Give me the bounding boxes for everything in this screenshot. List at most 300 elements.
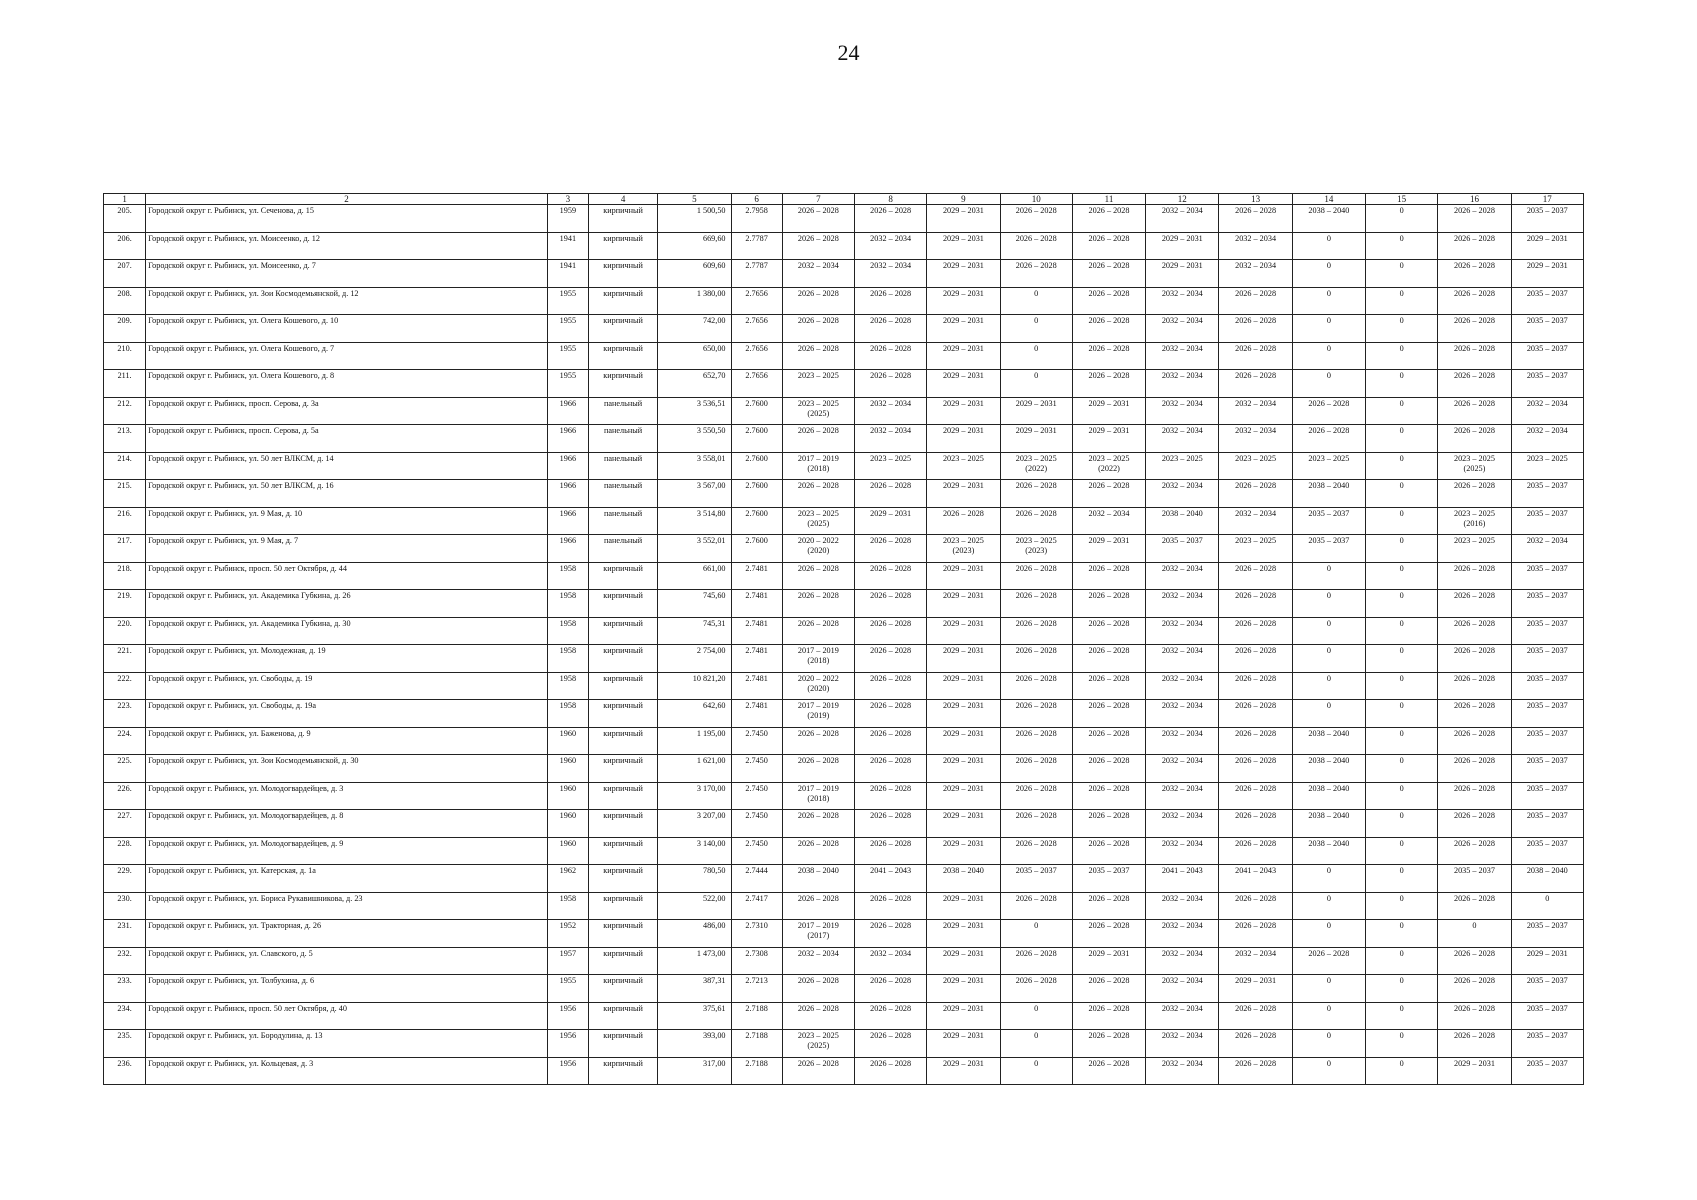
table-row [104, 562, 1584, 590]
cell-col-7: 2032 – 2034 [782, 260, 854, 288]
area-cell: 387,31 [658, 975, 731, 1003]
column-header-16: 16 [1438, 194, 1511, 205]
cell-col-8: 2026 – 2028 [854, 892, 926, 920]
year-built-cell: 1959 [547, 205, 588, 233]
cell-col-17: 2035 – 2037 [1511, 507, 1583, 535]
cell-col-8: 2032 – 2034 [854, 425, 926, 453]
cell-col-7: 2026 – 2028 [782, 232, 854, 260]
year-built-cell: 1966 [547, 452, 588, 480]
index-cell: 2.7444 [731, 865, 782, 893]
area-cell: 650,00 [658, 342, 731, 370]
year-built-cell: 1955 [547, 342, 588, 370]
row-number-cell: 233. [104, 975, 146, 1003]
cell-col-14: 2038 – 2040 [1292, 205, 1365, 233]
row-number-cell: 210. [104, 342, 146, 370]
column-header-2: 2 [146, 194, 548, 205]
cell-col-16: 2026 – 2028 [1438, 645, 1511, 673]
area-cell: 745,31 [658, 617, 731, 645]
cell-col-11: 2029 – 2031 [1072, 397, 1145, 425]
cell-col-8: 2026 – 2028 [854, 480, 926, 508]
cell-col-12: 2032 – 2034 [1146, 645, 1219, 673]
cell-col-13: 2023 – 2025 [1219, 535, 1292, 563]
column-header-17: 17 [1511, 194, 1583, 205]
wall-material-cell: панельный [588, 452, 657, 480]
address-cell: Городской округ г. Рыбинск, ул. Сеченова, д. 15 [146, 205, 548, 233]
cell-col-12: 2032 – 2034 [1146, 370, 1219, 398]
address-cell: Городской округ г. Рыбинск, ул. Молодогвардейцев, д. 8 [146, 810, 548, 838]
row-number-cell: 226. [104, 782, 146, 810]
actual-year: (2016) [1463, 518, 1486, 528]
cell-col-10: 2026 – 2028 [1000, 590, 1072, 618]
cell-col-10: 2026 – 2028 [1000, 205, 1072, 233]
index-cell: 2.7481 [731, 617, 782, 645]
cell-col-8: 2026 – 2028 [854, 590, 926, 618]
cell-col-13: 2026 – 2028 [1219, 562, 1292, 590]
cell-col-12: 2032 – 2034 [1146, 342, 1219, 370]
row-number-cell: 232. [104, 947, 146, 975]
address-cell: Городской округ г. Рыбинск, просп. 50 лет Октября, д. 44 [146, 562, 548, 590]
column-header-13: 13 [1219, 194, 1292, 205]
row-number-cell: 211. [104, 370, 146, 398]
address-cell: Городской округ г. Рыбинск, ул. Олега Кошевого, д. 10 [146, 315, 548, 343]
cell-col-7: 2023 – 2025 [782, 370, 854, 398]
period-range: 2017 – 2019 [797, 453, 839, 463]
cell-col-17: 2029 – 2031 [1511, 232, 1583, 260]
address-cell: Городской округ г. Рыбинск, ул. Молодогвардейцев, д. 9 [146, 837, 548, 865]
wall-material-cell: панельный [588, 507, 657, 535]
area-cell: 375,61 [658, 1002, 731, 1030]
cell-col-11: 2026 – 2028 [1072, 480, 1145, 508]
cell-col-16: 2026 – 2028 [1438, 672, 1511, 700]
cell-col-12: 2032 – 2034 [1146, 1057, 1219, 1085]
cell-col-16: 2026 – 2028 [1438, 425, 1511, 453]
address-cell: Городской округ г. Рыбинск, ул. Свободы, д. 19 [146, 672, 548, 700]
address-cell: Городской округ г. Рыбинск, ул. Молодогвардейцев, д. 3 [146, 782, 548, 810]
cell-col-9: 2029 – 2031 [927, 232, 1000, 260]
table-row [104, 755, 1584, 783]
table-row [104, 370, 1584, 398]
cell-col-16: 2026 – 2028 [1438, 315, 1511, 343]
cell-col-7: 2026 – 2028 [782, 810, 854, 838]
cell-col-13: 2023 – 2025 [1219, 452, 1292, 480]
cell-col-15: 0 [1366, 755, 1438, 783]
cell-col-14: 0 [1292, 590, 1365, 618]
cell-col-7 [782, 535, 854, 563]
cell-col-17: 2035 – 2037 [1511, 562, 1583, 590]
cell-col-10: 2026 – 2028 [1000, 700, 1072, 728]
cell-col-14: 2026 – 2028 [1292, 425, 1365, 453]
address-cell: Городской округ г. Рыбинск, ул. Катерская, д. 1а [146, 865, 548, 893]
cell-col-17: 2032 – 2034 [1511, 535, 1583, 563]
cell-col-11: 2026 – 2028 [1072, 370, 1145, 398]
cell-col-12: 2032 – 2034 [1146, 287, 1219, 315]
cell-col-11: 2026 – 2028 [1072, 232, 1145, 260]
cell-col-8: 2026 – 2028 [854, 1002, 926, 1030]
area-cell: 661,00 [658, 562, 731, 590]
cell-col-14: 2038 – 2040 [1292, 837, 1365, 865]
cell-col-11: 2026 – 2028 [1072, 1030, 1145, 1058]
area-cell: 3 558,01 [658, 452, 731, 480]
index-cell: 2.7450 [731, 727, 782, 755]
cell-col-14: 0 [1292, 342, 1365, 370]
cell-col-15: 0 [1366, 480, 1438, 508]
cell-col-9: 2029 – 2031 [927, 810, 1000, 838]
cell-col-16: 2026 – 2028 [1438, 287, 1511, 315]
year-built-cell: 1956 [547, 1030, 588, 1058]
cell-col-15: 0 [1366, 727, 1438, 755]
cell-col-15: 0 [1366, 1057, 1438, 1085]
row-number-cell: 221. [104, 645, 146, 673]
period-range: 2020 – 2022 [797, 536, 839, 545]
address-cell: Городской округ г. Рыбинск, ул. 50 лет ВЛКСМ, д. 16 [146, 480, 548, 508]
area-cell: 393,00 [658, 1030, 731, 1058]
wall-material-cell: панельный [588, 397, 657, 425]
cell-col-16 [1438, 452, 1511, 480]
cell-col-11: 2026 – 2028 [1072, 920, 1145, 948]
cell-col-10: 0 [1000, 920, 1072, 948]
cell-col-7: 2026 – 2028 [782, 727, 854, 755]
index-cell: 2.7481 [731, 672, 782, 700]
table-row [104, 315, 1584, 343]
cell-col-12: 2032 – 2034 [1146, 975, 1219, 1003]
index-cell: 2.7787 [731, 260, 782, 288]
cell-col-16: 2026 – 2028 [1438, 755, 1511, 783]
cell-col-10: 2026 – 2028 [1000, 892, 1072, 920]
year-built-cell: 1958 [547, 892, 588, 920]
cell-col-15: 0 [1366, 260, 1438, 288]
cell-col-16: 2026 – 2028 [1438, 947, 1511, 975]
cell-col-12: 2032 – 2034 [1146, 947, 1219, 975]
cell-col-10: 0 [1000, 1002, 1072, 1030]
period-range: 2017 – 2019 [797, 646, 839, 655]
index-cell: 2.7656 [731, 315, 782, 343]
cell-col-8: 2041 – 2043 [854, 865, 926, 893]
period-range: 2017 – 2019 [797, 701, 839, 710]
row-number-cell: 220. [104, 617, 146, 645]
cell-col-11: 2032 – 2034 [1072, 507, 1145, 535]
cell-col-12: 2032 – 2034 [1146, 755, 1219, 783]
cell-col-17: 2035 – 2037 [1511, 617, 1583, 645]
column-header-6: 6 [731, 194, 782, 205]
cell-col-13: 2029 – 2031 [1219, 975, 1292, 1003]
cell-col-12: 2029 – 2031 [1146, 232, 1219, 260]
row-number-cell: 218. [104, 562, 146, 590]
cell-col-17: 2023 – 2025 [1511, 452, 1583, 480]
cell-col-10: 2026 – 2028 [1000, 480, 1072, 508]
index-cell: 2.7481 [731, 590, 782, 618]
year-built-cell: 1956 [547, 1002, 588, 1030]
cell-col-16: 2026 – 2028 [1438, 617, 1511, 645]
area-cell: 780,50 [658, 865, 731, 893]
row-number-cell: 231. [104, 920, 146, 948]
index-cell: 2.7656 [731, 370, 782, 398]
cell-col-9: 2029 – 2031 [927, 315, 1000, 343]
column-header-12: 12 [1146, 194, 1219, 205]
year-built-cell: 1966 [547, 397, 588, 425]
cell-col-10: 2026 – 2028 [1000, 260, 1072, 288]
table-row [104, 617, 1584, 645]
cell-col-16: 2026 – 2028 [1438, 810, 1511, 838]
address-cell: Городской округ г. Рыбинск, ул. Академика Губкина, д. 26 [146, 590, 548, 618]
year-built-cell: 1958 [547, 617, 588, 645]
wall-material-cell: кирпичный [588, 947, 657, 975]
cell-col-12: 2032 – 2034 [1146, 700, 1219, 728]
cell-col-9: 2029 – 2031 [927, 672, 1000, 700]
cell-col-7 [782, 782, 854, 810]
wall-material-cell: кирпичный [588, 865, 657, 893]
cell-col-16: 2026 – 2028 [1438, 782, 1511, 810]
cell-col-16: 0 [1438, 920, 1511, 948]
cell-col-16: 2026 – 2028 [1438, 205, 1511, 233]
area-cell: 1 380,00 [658, 287, 731, 315]
cell-col-9 [927, 535, 1000, 563]
table-row [104, 232, 1584, 260]
area-cell: 609,60 [658, 260, 731, 288]
cell-col-7: 2026 – 2028 [782, 755, 854, 783]
area-cell: 486,00 [658, 920, 731, 948]
cell-col-13: 2026 – 2028 [1219, 645, 1292, 673]
cell-col-16: 2026 – 2028 [1438, 975, 1511, 1003]
address-cell: Городской округ г. Рыбинск, просп. 50 лет Октября, д. 40 [146, 1002, 548, 1030]
row-number-cell: 230. [104, 892, 146, 920]
cell-col-15: 0 [1366, 645, 1438, 673]
row-number-cell: 223. [104, 700, 146, 728]
area-cell: 642,60 [658, 700, 731, 728]
cell-col-13: 2041 – 2043 [1219, 865, 1292, 893]
cell-col-9: 2029 – 2031 [927, 837, 1000, 865]
cell-col-12: 2041 – 2043 [1146, 865, 1219, 893]
cell-col-12: 2032 – 2034 [1146, 920, 1219, 948]
year-built-cell: 1958 [547, 562, 588, 590]
cell-col-13: 2026 – 2028 [1219, 1002, 1292, 1030]
cell-col-8: 2026 – 2028 [854, 645, 926, 673]
cell-col-17: 0 [1511, 892, 1583, 920]
row-number-cell: 205. [104, 205, 146, 233]
cell-col-17: 2035 – 2037 [1511, 700, 1583, 728]
cell-col-17: 2035 – 2037 [1511, 370, 1583, 398]
year-built-cell: 1941 [547, 260, 588, 288]
cell-col-10: 2026 – 2028 [1000, 810, 1072, 838]
cell-col-11: 2026 – 2028 [1072, 287, 1145, 315]
cell-col-12: 2032 – 2034 [1146, 892, 1219, 920]
column-header-15: 15 [1366, 194, 1438, 205]
cell-col-9: 2029 – 2031 [927, 342, 1000, 370]
cell-col-14: 0 [1292, 617, 1365, 645]
year-built-cell: 1958 [547, 700, 588, 728]
cell-col-10: 2026 – 2028 [1000, 837, 1072, 865]
row-number-cell: 217. [104, 535, 146, 563]
cell-col-16: 2026 – 2028 [1438, 370, 1511, 398]
cell-col-14: 0 [1292, 232, 1365, 260]
wall-material-cell: кирпичный [588, 315, 657, 343]
wall-material-cell: панельный [588, 480, 657, 508]
row-number-cell: 219. [104, 590, 146, 618]
index-cell: 2.7188 [731, 1002, 782, 1030]
area-cell: 3 170,00 [658, 782, 731, 810]
address-cell: Городской округ г. Рыбинск, просп. Серова, д. 3а [146, 397, 548, 425]
cell-col-7: 2026 – 2028 [782, 425, 854, 453]
cell-col-13: 2026 – 2028 [1219, 810, 1292, 838]
column-header-9: 9 [927, 194, 1000, 205]
cell-col-17: 2035 – 2037 [1511, 755, 1583, 783]
cell-col-10: 0 [1000, 315, 1072, 343]
table-row [104, 260, 1584, 288]
index-cell: 2.7481 [731, 645, 782, 673]
cell-col-11: 2029 – 2031 [1072, 947, 1145, 975]
cell-col-16: 2026 – 2028 [1438, 727, 1511, 755]
address-cell: Городской округ г. Рыбинск, ул. Тракторная, д. 26 [146, 920, 548, 948]
cell-col-9: 2029 – 2031 [927, 205, 1000, 233]
area-cell: 3 552,01 [658, 535, 731, 563]
cell-col-7: 2026 – 2028 [782, 342, 854, 370]
area-cell: 522,00 [658, 892, 731, 920]
actual-year: (2020) [807, 683, 830, 693]
cell-col-13: 2032 – 2034 [1219, 425, 1292, 453]
cell-col-12: 2032 – 2034 [1146, 782, 1219, 810]
address-cell: Городской округ г. Рыбинск, ул. Кольцевая, д. 3 [146, 1057, 548, 1085]
cell-col-15: 0 [1366, 205, 1438, 233]
cell-col-15: 0 [1366, 1002, 1438, 1030]
cell-col-10: 2026 – 2028 [1000, 947, 1072, 975]
cell-col-10: 2026 – 2028 [1000, 755, 1072, 783]
cell-col-12: 2032 – 2034 [1146, 1002, 1219, 1030]
cell-col-11: 2026 – 2028 [1072, 672, 1145, 700]
cell-col-7: 2026 – 2028 [782, 287, 854, 315]
address-cell: Городской округ г. Рыбинск, ул. Олега Кошевого, д. 7 [146, 342, 548, 370]
cell-col-8: 2026 – 2028 [854, 535, 926, 563]
cell-col-16: 2035 – 2037 [1438, 865, 1511, 893]
area-cell: 745,60 [658, 590, 731, 618]
table-row [104, 397, 1584, 425]
cell-col-15: 0 [1366, 700, 1438, 728]
cell-col-10: 0 [1000, 1030, 1072, 1058]
cell-col-11: 2026 – 2028 [1072, 205, 1145, 233]
cell-col-14: 2023 – 2025 [1292, 452, 1365, 480]
cell-col-14: 0 [1292, 315, 1365, 343]
cell-col-15: 0 [1366, 370, 1438, 398]
row-number-cell: 227. [104, 810, 146, 838]
cell-col-13: 2026 – 2028 [1219, 892, 1292, 920]
table-row [104, 287, 1584, 315]
actual-year: (2022) [1025, 463, 1048, 473]
actual-year: (2018) [807, 793, 830, 803]
row-number-cell: 236. [104, 1057, 146, 1085]
cell-col-7: 2032 – 2034 [782, 947, 854, 975]
cell-col-11: 2026 – 2028 [1072, 700, 1145, 728]
actual-year: (2025) [807, 1041, 830, 1050]
index-cell: 2.7308 [731, 947, 782, 975]
area-cell: 1 621,00 [658, 755, 731, 783]
cell-col-8: 2032 – 2034 [854, 947, 926, 975]
cell-col-8: 2026 – 2028 [854, 920, 926, 948]
cell-col-11: 2026 – 2028 [1072, 837, 1145, 865]
period-range: 2023 – 2025 [1088, 453, 1130, 463]
cell-col-10: 2029 – 2031 [1000, 425, 1072, 453]
cell-col-7: 2038 – 2040 [782, 865, 854, 893]
cell-col-8: 2026 – 2028 [854, 1057, 926, 1085]
cell-col-11: 2026 – 2028 [1072, 315, 1145, 343]
table-row [104, 590, 1584, 618]
area-cell: 1 500,50 [658, 205, 731, 233]
actual-year: (2025) [1463, 463, 1486, 473]
year-built-cell: 1966 [547, 425, 588, 453]
index-cell: 2.7450 [731, 782, 782, 810]
cell-col-10: 2026 – 2028 [1000, 672, 1072, 700]
cell-col-8: 2026 – 2028 [854, 342, 926, 370]
cell-col-17: 2035 – 2037 [1511, 590, 1583, 618]
cell-col-13: 2032 – 2034 [1219, 232, 1292, 260]
wall-material-cell: кирпичный [588, 1002, 657, 1030]
cell-col-7: 2026 – 2028 [782, 617, 854, 645]
cell-col-13: 2026 – 2028 [1219, 342, 1292, 370]
cell-col-16 [1438, 507, 1511, 535]
cell-col-7 [782, 507, 854, 535]
cell-col-14: 2038 – 2040 [1292, 782, 1365, 810]
cell-col-13: 2026 – 2028 [1219, 755, 1292, 783]
area-cell: 3 514,80 [658, 507, 731, 535]
wall-material-cell: кирпичный [588, 205, 657, 233]
address-cell: Городской округ г. Рыбинск, ул. 9 Мая, д. 7 [146, 535, 548, 563]
column-header-3: 3 [547, 194, 588, 205]
cell-col-15: 0 [1366, 865, 1438, 893]
cell-col-12: 2038 – 2040 [1146, 507, 1219, 535]
cell-col-7 [782, 645, 854, 673]
area-cell: 3 567,00 [658, 480, 731, 508]
cell-col-11: 2026 – 2028 [1072, 590, 1145, 618]
row-number-cell: 213. [104, 425, 146, 453]
cell-col-9: 2023 – 2025 [927, 452, 1000, 480]
cell-col-9: 2029 – 2031 [927, 892, 1000, 920]
table-row [104, 205, 1584, 233]
cell-col-14: 2038 – 2040 [1292, 755, 1365, 783]
cell-col-15: 0 [1366, 590, 1438, 618]
cell-col-8: 2026 – 2028 [854, 1030, 926, 1058]
cell-col-10: 2026 – 2028 [1000, 507, 1072, 535]
cell-col-8: 2026 – 2028 [854, 700, 926, 728]
cell-col-14: 0 [1292, 287, 1365, 315]
wall-material-cell: кирпичный [588, 370, 657, 398]
address-cell: Городской округ г. Рыбинск, ул. Свободы, д. 19а [146, 700, 548, 728]
cell-col-17: 2032 – 2034 [1511, 425, 1583, 453]
cell-col-15: 0 [1366, 617, 1438, 645]
cell-col-13: 2026 – 2028 [1219, 837, 1292, 865]
cell-col-7: 2026 – 2028 [782, 892, 854, 920]
cell-col-10: 2026 – 2028 [1000, 645, 1072, 673]
year-built-cell: 1955 [547, 315, 588, 343]
address-cell: Городской округ г. Рыбинск, ул. Зои Космодемьянской, д. 12 [146, 287, 548, 315]
table-row [104, 837, 1584, 865]
index-cell: 2.7450 [731, 837, 782, 865]
year-built-cell: 1958 [547, 645, 588, 673]
wall-material-cell: кирпичный [588, 562, 657, 590]
cell-col-13: 2026 – 2028 [1219, 920, 1292, 948]
cell-col-16: 2026 – 2028 [1438, 837, 1511, 865]
cell-col-14: 2035 – 2037 [1292, 507, 1365, 535]
cell-col-8: 2026 – 2028 [854, 755, 926, 783]
cell-col-11: 2026 – 2028 [1072, 892, 1145, 920]
cell-col-12: 2032 – 2034 [1146, 672, 1219, 700]
area-cell: 742,00 [658, 315, 731, 343]
column-number-row [104, 194, 1584, 205]
cell-col-15: 0 [1366, 452, 1438, 480]
cell-col-8: 2026 – 2028 [854, 370, 926, 398]
cell-col-7: 2026 – 2028 [782, 562, 854, 590]
actual-year: (2018) [807, 463, 830, 473]
index-cell: 2.7958 [731, 205, 782, 233]
cell-col-17: 2035 – 2037 [1511, 1030, 1583, 1058]
area-cell: 3 207,00 [658, 810, 731, 838]
address-cell: Городской округ г. Рыбинск, ул. Толбухина, д. 6 [146, 975, 548, 1003]
